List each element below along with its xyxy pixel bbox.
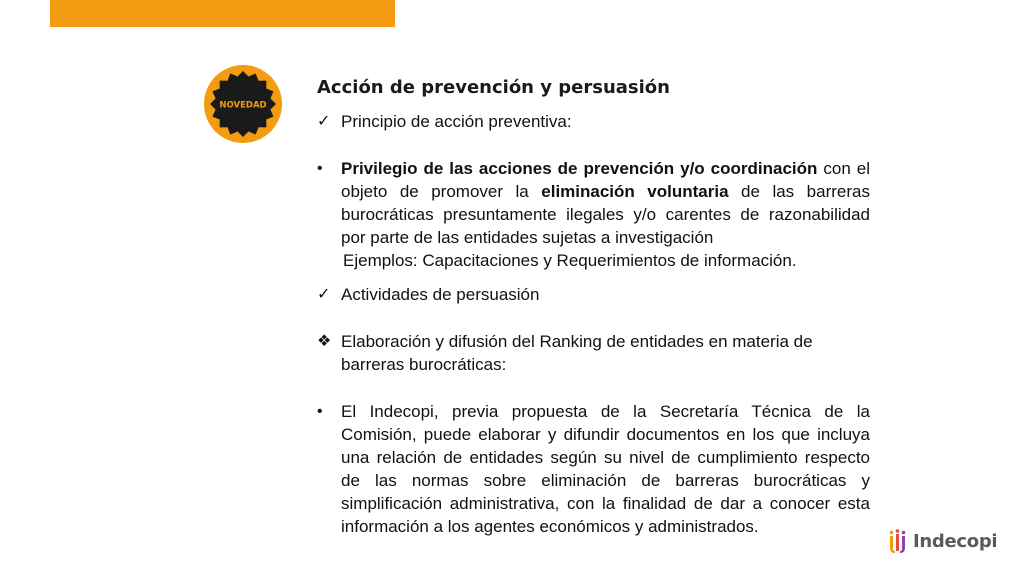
novedad-badge-graphic xyxy=(203,64,283,144)
bullet-icon: • xyxy=(317,403,323,420)
diamond-item-ranking xyxy=(317,330,870,376)
check-item-persuasion-text: Actividades de persuasión xyxy=(341,285,540,304)
novedad-badge xyxy=(203,64,283,144)
top-accent-bar xyxy=(50,0,395,27)
checkmark-icon: ✓ xyxy=(317,286,331,303)
check-item-persuasion xyxy=(317,283,870,306)
bullet-icon: • xyxy=(317,160,323,177)
voluntary-elimination-bold-text: eliminación voluntaria xyxy=(541,182,729,201)
bullet-item-privilege xyxy=(317,157,870,249)
privilege-bold-text: Privilegio de las acciones de prevención y/o coordinación xyxy=(341,159,818,178)
badge-label: NOVEDAD xyxy=(219,100,267,111)
diamond-item-ranking-text: Elaboración y difusión del Ranking de entidades en materia de barreras burocráticas: xyxy=(341,332,813,374)
indecopi-logo-text: Indecopi xyxy=(913,530,998,552)
examples-line: Ejemplos: Capacitaciones y Requerimientos de información. xyxy=(343,251,797,270)
indecopi-logo xyxy=(887,528,997,554)
checkmark-icon: ✓ xyxy=(317,113,331,130)
bullet-item-indecopi-text: El Indecopi, previa propuesta de la Secretaría Técnica de la Comisión, puede elaborar y difundir documentos en los que incluya una relación de entidades según su nivel de cumplimiento respecto de las normas sobre eliminación de barreras burocráticas y simplificación administrativa, con la finalidad de dar a conocer esta información a los agentes económicos y administrados. xyxy=(341,402,870,536)
indecopi-logo-icon xyxy=(887,529,909,553)
check-item-principle-text: Principio de acción preventiva: xyxy=(341,112,572,131)
slide-title: Acción de prevención y persuasión xyxy=(317,77,670,98)
slide-content xyxy=(317,74,870,538)
bullet-item-indecopi xyxy=(317,400,870,538)
privilege-text-2: de las barreras burocráticas presuntamente ilegales y/o carentes de razonabilidad por parte de las entidades sujetas a investigación xyxy=(341,182,870,247)
diamond-bullet-icon: ❖ xyxy=(317,333,332,350)
privilege-text-1: con el objeto de promover la xyxy=(341,159,870,201)
check-item-principle xyxy=(317,110,870,133)
